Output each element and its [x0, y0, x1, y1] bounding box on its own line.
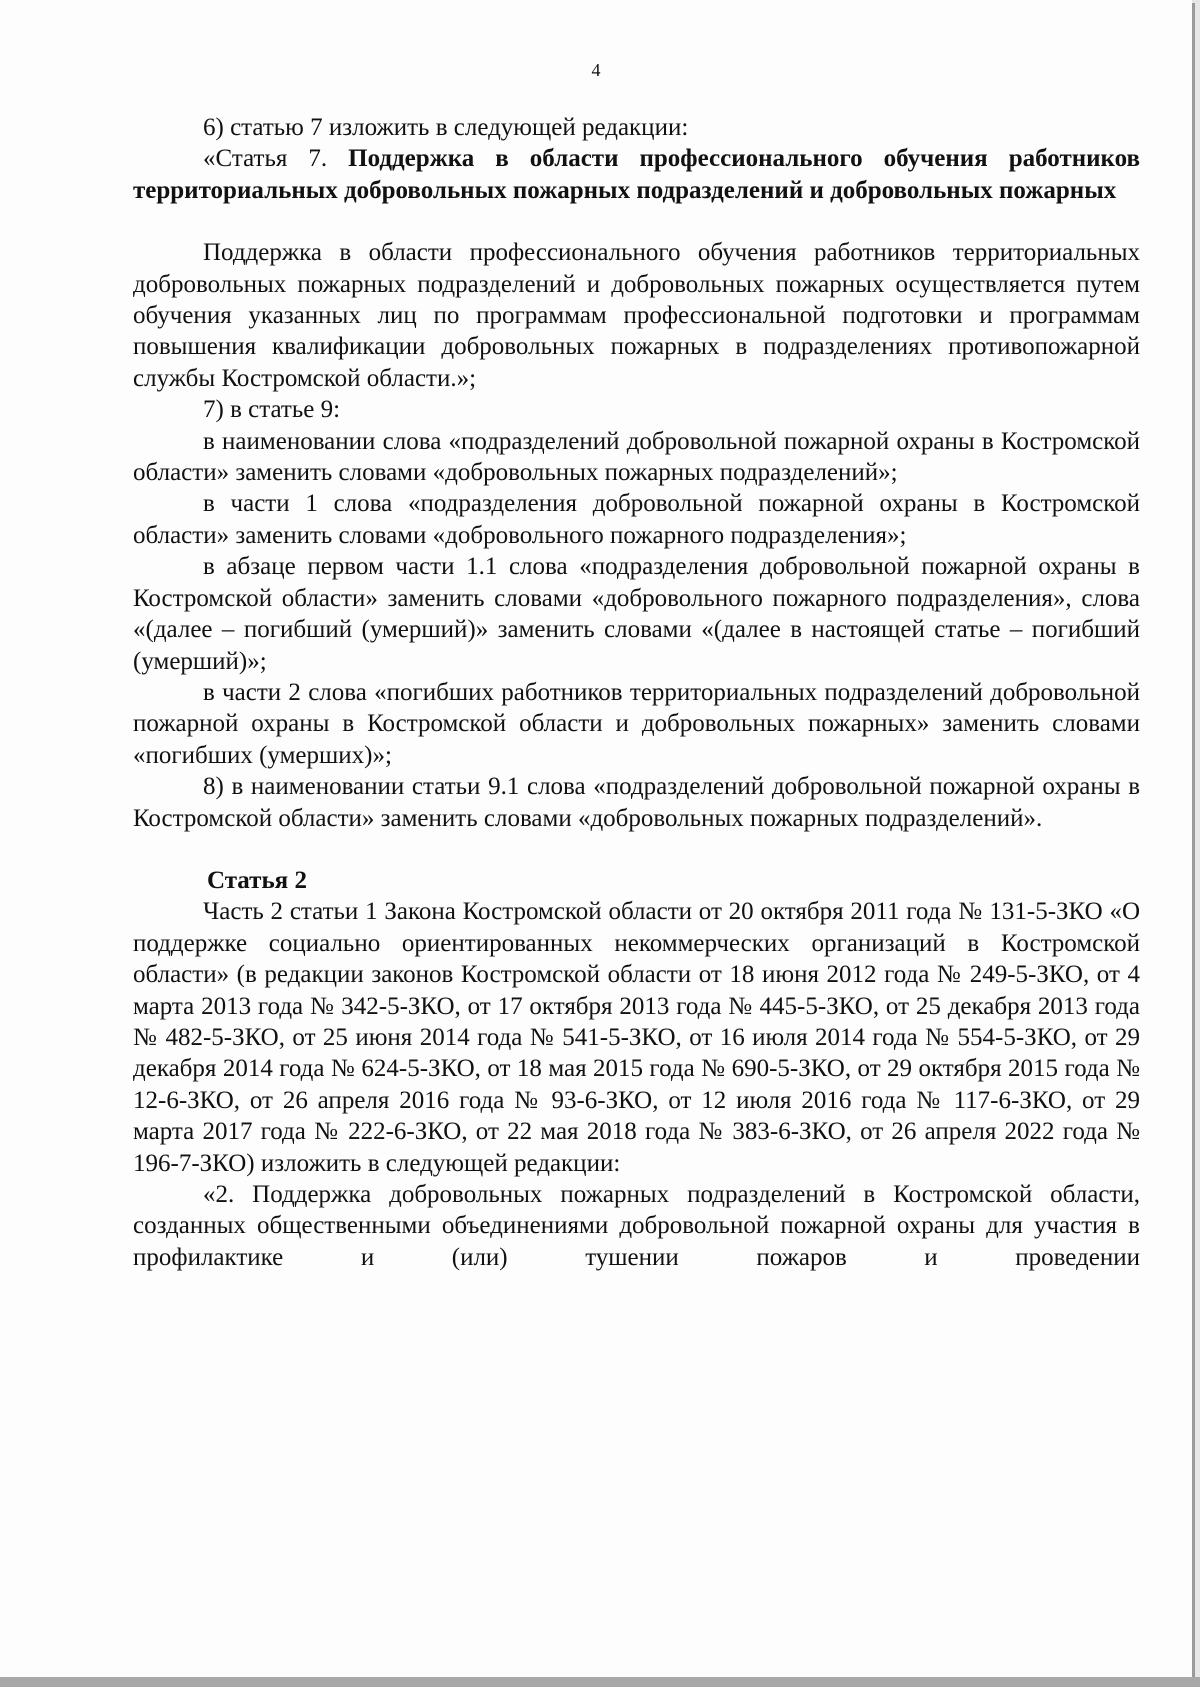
paragraph-item-6: 6) статью 7 изложить в следующей редакции:: [203, 114, 689, 141]
page-number: 4: [591, 60, 601, 80]
amendment-part-1: в части 1 слова «подразделения добровольной пожарной охраны в Костромской области» заменить словами «добровольного пожарного подразделения»;: [133, 490, 1140, 549]
document-body: [133, 112, 1140, 1273]
article-2-heading: Статья 2: [207, 866, 307, 894]
article-7-lead: «Статья 7.: [203, 145, 349, 173]
amendment-part-2: в части 2 слова «погибших работников территориальных подразделений добровольной пожарной охраны в Костромской области и добровольных пожарных» заменить словами «погибших (умерших)»;: [133, 678, 1140, 769]
article-7-title-bold: Поддержка в области профессионального обучения работников территориальных добровольных пожарных подразделений и добровольных пожарных: [133, 145, 1140, 204]
article-7-title: [133, 143, 1140, 206]
page-bottom-edge: [0, 1677, 1200, 1687]
article-2-text: Часть 2 статьи 1 Закона Костромской области от 20 октября 2011 года № 131-5-ЗКО «О поддержке социально ориентированных некоммерческих организаций в Костромской области» (в редакции законов Костромской области от 18 июня 2012 года № 249-5-ЗКО, от 4 марта 2013 года № 342-5-ЗКО, от 17 октября 2013 года № 445-5-ЗКО, от 25 декабря 2013 года № 482-5-ЗКО, от 25 июня 2014 года № 541-5-ЗКО, от 16 июля 2014 года № 554-5-ЗКО, от 29 декабря 2014 года № 624-5-ЗКО, от 18 мая 2015 года № 690-5-ЗКО, от 29 октября 2015 года № 12-6-ЗКО, от 26 апреля 2016 года № 93-6-ЗКО, от 12 июля 2016 года № 117-6-ЗКО, от 29 марта 2017 года № 222-6-ЗКО, от 22 мая 2018 года № 383-6-ЗКО, от 26 апреля 2022 года № 196-7-ЗКО) изложить в следующей редакции:: [133, 898, 1140, 1177]
article-2-new-part-2: «2. Поддержка добровольных пожарных подразделений в Костромской области, созданных общественными объединениями добровольной пожарной охраны для участия в профилактике и (или) тушении пожаров и проведении: [133, 1181, 1140, 1271]
blank-line: [133, 206, 1140, 237]
paragraph-item-8: 8) в наименовании статьи 9.1 слова «подразделений добровольной пожарной охраны в Костромской области» заменить словами «добровольных пожарных подразделений».: [133, 773, 1140, 832]
paragraph-item-7: 7) в статье 9:: [203, 396, 341, 424]
amendment-title: в наименовании слова «подразделений добровольной пожарной охраны в Костромской области» заменить словами «добровольных пожарных подразделений»;: [133, 427, 1140, 487]
article-7-text: Поддержка в области профессионального обучения работников территориальных добровольных пожарных подразделений и добровольных пожарных осуществляется путем обучения указанных лиц по программам профессиональной подготовки и программам повышения квалификации добровольных пожарных в подразделениях противопожарной службы Костромской области.»;: [133, 239, 1140, 392]
amendment-part-1-1: в абзаце первом части 1.1 слова «подразделения добровольной пожарной охраны в Костромской области» заменить словами «добровольного пожарного подразделения», слова «(далее – погибший (умерший)» заменить словами «(далее в настоящей статье – погибший (умерший)»;: [133, 553, 1140, 675]
blank-line: [133, 834, 1140, 865]
